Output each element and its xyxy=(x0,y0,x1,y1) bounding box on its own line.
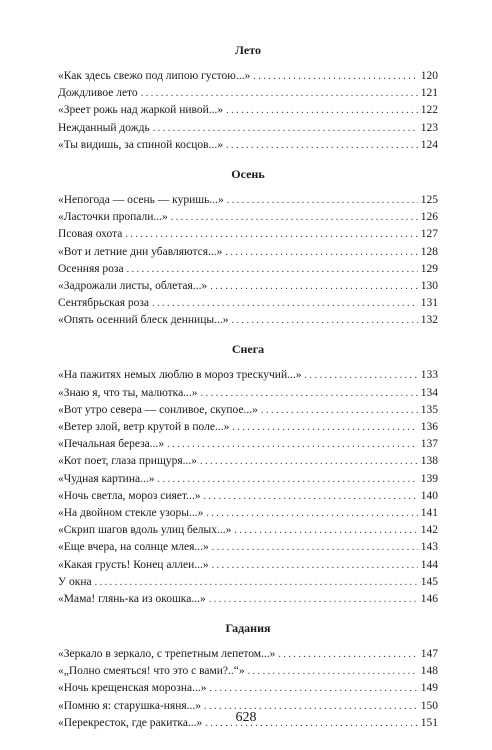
toc-entry xyxy=(58,539,438,556)
entry-title: «Зеркало в зеркало, с трепетным лепетом...» xyxy=(58,648,276,661)
entry-title: «„Полно смеяться! что это с вами?..“» xyxy=(58,665,245,678)
toc-entry xyxy=(58,436,438,453)
toc-entry xyxy=(58,471,438,488)
entry-page-number: 133 xyxy=(420,369,438,382)
entry-page-number: 130 xyxy=(420,279,438,292)
toc-entry xyxy=(58,244,438,261)
entry-page-number: 144 xyxy=(420,558,438,571)
section-heading: Лето xyxy=(235,43,261,57)
dot-leader xyxy=(253,68,418,85)
toc-entry xyxy=(58,505,438,522)
toc-entry xyxy=(58,419,438,436)
toc-entry-list xyxy=(58,68,438,154)
dot-leader xyxy=(304,367,417,384)
dot-leader xyxy=(226,137,418,154)
dot-leader xyxy=(278,646,417,663)
heading-spacer xyxy=(58,182,438,192)
dot-leader xyxy=(210,278,418,295)
entry-title: Осенняя роза xyxy=(58,262,124,275)
entry-page-number: 124 xyxy=(420,138,438,151)
dot-leader xyxy=(157,471,417,488)
entry-page-number: 136 xyxy=(420,421,438,433)
entry-title: «На пажитях немых люблю в мороз трескучий...» xyxy=(58,369,302,382)
dot-leader xyxy=(227,192,418,209)
toc-entry xyxy=(58,522,438,539)
entry-page-number: 151 xyxy=(420,716,438,729)
dot-leader xyxy=(167,436,418,453)
entry-page-number: 138 xyxy=(420,455,438,468)
entry-title: Псовая охота xyxy=(58,228,123,241)
toc-entry-list xyxy=(58,367,438,608)
entry-page-number: 149 xyxy=(420,682,438,695)
section-heading: Осень xyxy=(231,166,265,181)
entry-title: «Вот утро севера — сонливое, скупое...» xyxy=(58,403,258,416)
toc-entry xyxy=(58,226,438,243)
toc-section xyxy=(58,42,438,154)
dot-leader xyxy=(209,680,417,697)
section-spacer xyxy=(58,154,438,166)
dot-leader xyxy=(141,85,418,102)
entry-page-number: 121 xyxy=(420,87,438,100)
toc-entry xyxy=(58,137,438,154)
entry-page-number: 128 xyxy=(420,245,438,258)
toc-entry xyxy=(58,574,438,591)
entry-page-number: 129 xyxy=(420,262,438,275)
toc-entry xyxy=(58,591,438,608)
toc-section xyxy=(58,154,438,330)
entry-page-number: 137 xyxy=(420,438,438,451)
page-number: 628 xyxy=(235,710,257,725)
toc-entry xyxy=(58,261,438,278)
entry-title: «Как здесь свежо под липою густою...» xyxy=(58,70,251,82)
entry-title: Нежданный дождь xyxy=(58,121,150,134)
entry-title: «Чудная картина...» xyxy=(58,472,155,485)
dot-leader xyxy=(152,295,418,312)
entry-title: «Какая грусть! Конец аллеи...» xyxy=(58,558,209,571)
entry-page-number: 145 xyxy=(420,575,438,588)
entry-title: «Помню я: старушка-няня...» xyxy=(58,699,202,712)
heading-spacer xyxy=(58,58,438,68)
entry-page-number: 140 xyxy=(420,489,438,502)
dot-leader xyxy=(201,385,418,402)
entry-title: Сентябрьская роза xyxy=(58,297,150,310)
toc-entry xyxy=(58,663,438,680)
entry-page-number: 150 xyxy=(420,699,438,712)
entry-title: «Знаю я, что ты, малютка...» xyxy=(58,386,198,399)
toc-entry xyxy=(58,385,438,402)
entry-title: «Вот и летние дни убавляются...» xyxy=(58,245,223,258)
entry-title: «Задрожали листы, облетая...» xyxy=(58,279,208,292)
dot-leader xyxy=(171,209,418,226)
toc-entry xyxy=(58,680,438,697)
heading-spacer xyxy=(58,636,438,646)
entry-page-number: 125 xyxy=(420,193,438,206)
entry-page-number: 135 xyxy=(420,403,438,416)
toc-entry xyxy=(58,453,438,470)
dot-leader xyxy=(200,453,418,470)
entry-page-number: 126 xyxy=(420,211,438,224)
dot-leader xyxy=(209,591,418,608)
entry-title: «Опять осенний блеск денницы...» xyxy=(58,314,229,327)
entry-title: «Ночь крещенская морозна...» xyxy=(58,682,207,695)
toc-entry xyxy=(58,192,438,209)
dot-leader xyxy=(225,244,417,261)
entry-page-number: 147 xyxy=(420,648,438,661)
dot-leader xyxy=(153,120,418,137)
toc-entry xyxy=(58,367,438,384)
toc-entry xyxy=(58,646,438,663)
entry-page-number: 139 xyxy=(420,472,438,485)
entry-page-number: 142 xyxy=(420,524,438,537)
entry-page-number: 127 xyxy=(420,228,438,241)
entry-title: «Ветер злой, ветр крутой в поле...» xyxy=(58,421,230,433)
entry-page-number: 141 xyxy=(420,506,438,519)
section-spacer xyxy=(58,329,438,341)
entry-title: «Печальная береза...» xyxy=(58,438,165,451)
toc-entry-list xyxy=(58,192,438,330)
entry-title: «Зреет рожь над жаркой нивой...» xyxy=(58,104,224,117)
toc-entry xyxy=(58,209,438,226)
dot-leader xyxy=(127,261,418,278)
dot-leader xyxy=(212,539,418,556)
dot-leader xyxy=(234,522,417,539)
dot-leader xyxy=(231,312,417,329)
heading-spacer xyxy=(58,357,438,367)
entry-title: «Скрип шагов вдоль улиц белых...» xyxy=(58,524,232,537)
entry-title: «На двойном стекле узоры...» xyxy=(58,506,204,519)
entry-page-number: 146 xyxy=(420,592,438,605)
entry-title: «Мама! глянь-ка из окошка...» xyxy=(58,592,206,605)
section-spacer xyxy=(58,608,438,620)
dot-leader xyxy=(203,488,417,505)
entry-page-number: 123 xyxy=(420,121,438,134)
entry-page-number: 143 xyxy=(420,541,438,554)
dot-leader xyxy=(206,505,417,522)
entry-page-number: 134 xyxy=(420,386,438,399)
toc-entry xyxy=(58,557,438,574)
entry-title: У окна xyxy=(58,575,92,588)
toc-entry xyxy=(58,102,438,119)
entry-title: «Ночь светла, мороз сияет...» xyxy=(58,489,201,502)
section-heading: Снега xyxy=(231,342,265,357)
entry-page-number: 122 xyxy=(420,104,438,117)
section-heading: Гадания xyxy=(225,621,271,636)
dot-leader xyxy=(226,102,418,119)
toc-entry xyxy=(58,402,438,419)
entry-page-number: 131 xyxy=(420,297,438,310)
dot-leader xyxy=(261,402,418,419)
dot-leader xyxy=(232,419,417,436)
toc-entry xyxy=(58,295,438,312)
entry-title: «Кот поет, глаза прищуря...» xyxy=(58,455,197,468)
entry-title: «Ты видишь, за спиной косцов...» xyxy=(58,138,223,151)
entry-title: «Еще вчера, на солнце млея...» xyxy=(58,541,209,554)
dot-leader xyxy=(248,663,418,680)
toc-entry xyxy=(58,68,438,85)
toc-section xyxy=(58,329,438,608)
entry-title: «Перекресток, где ракитка...» xyxy=(58,716,203,729)
table-of-contents xyxy=(58,42,438,732)
entry-page-number: 148 xyxy=(420,665,438,678)
toc-entry xyxy=(58,120,438,137)
entry-title: Дождливое лето xyxy=(58,87,138,100)
toc-entry xyxy=(58,312,438,329)
entry-title: «Ласточки пропали...» xyxy=(58,211,168,224)
dot-leader xyxy=(95,574,418,591)
toc-entry xyxy=(58,278,438,295)
entry-title: «Непогода — осень — куришь...» xyxy=(58,193,224,206)
entry-page-number: 120 xyxy=(420,70,438,82)
toc-entry xyxy=(58,85,438,102)
entry-page-number: 132 xyxy=(420,314,438,327)
toc-entry xyxy=(58,488,438,505)
dot-leader xyxy=(125,226,417,243)
dot-leader xyxy=(212,557,418,574)
